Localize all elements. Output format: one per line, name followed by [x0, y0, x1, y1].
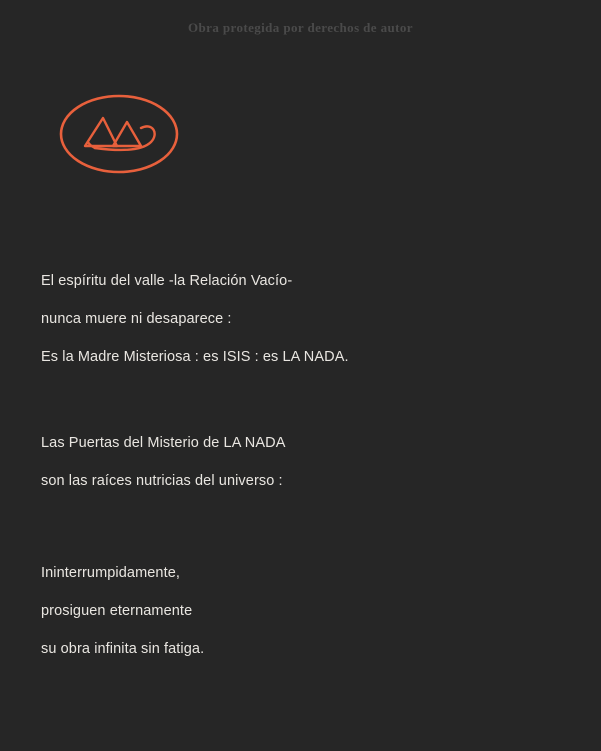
text-line: Las Puertas del Misterio de LA NADA: [41, 435, 286, 451]
poem-body: [41, 262, 561, 702]
paragraph-3: [41, 554, 561, 668]
text-line: Ininterrumpidamente,: [41, 565, 181, 581]
text-line: su obra infinita sin fatiga.: [41, 641, 205, 657]
paragraph-2: [41, 424, 561, 500]
oval-mountain-wave-logo-icon: [55, 88, 185, 180]
copyright-watermark: Obra protegida por derechos de autor: [188, 20, 413, 35]
text-line: Es la Madre Misteriosa : es ISIS : es LA NADA.: [41, 349, 349, 365]
text-line: son las raíces nutricias del universo :: [41, 473, 283, 489]
paragraph-spacer: [41, 534, 561, 554]
text-line: prosiguen eternamente: [41, 603, 193, 619]
paragraph-spacer: [41, 410, 561, 424]
logo: [55, 88, 185, 180]
text-line: nunca muere ni desaparece :: [41, 311, 232, 327]
paragraph-1: [41, 262, 561, 376]
text-line: El espíritu del valle -la Relación Vacío-: [41, 273, 293, 289]
